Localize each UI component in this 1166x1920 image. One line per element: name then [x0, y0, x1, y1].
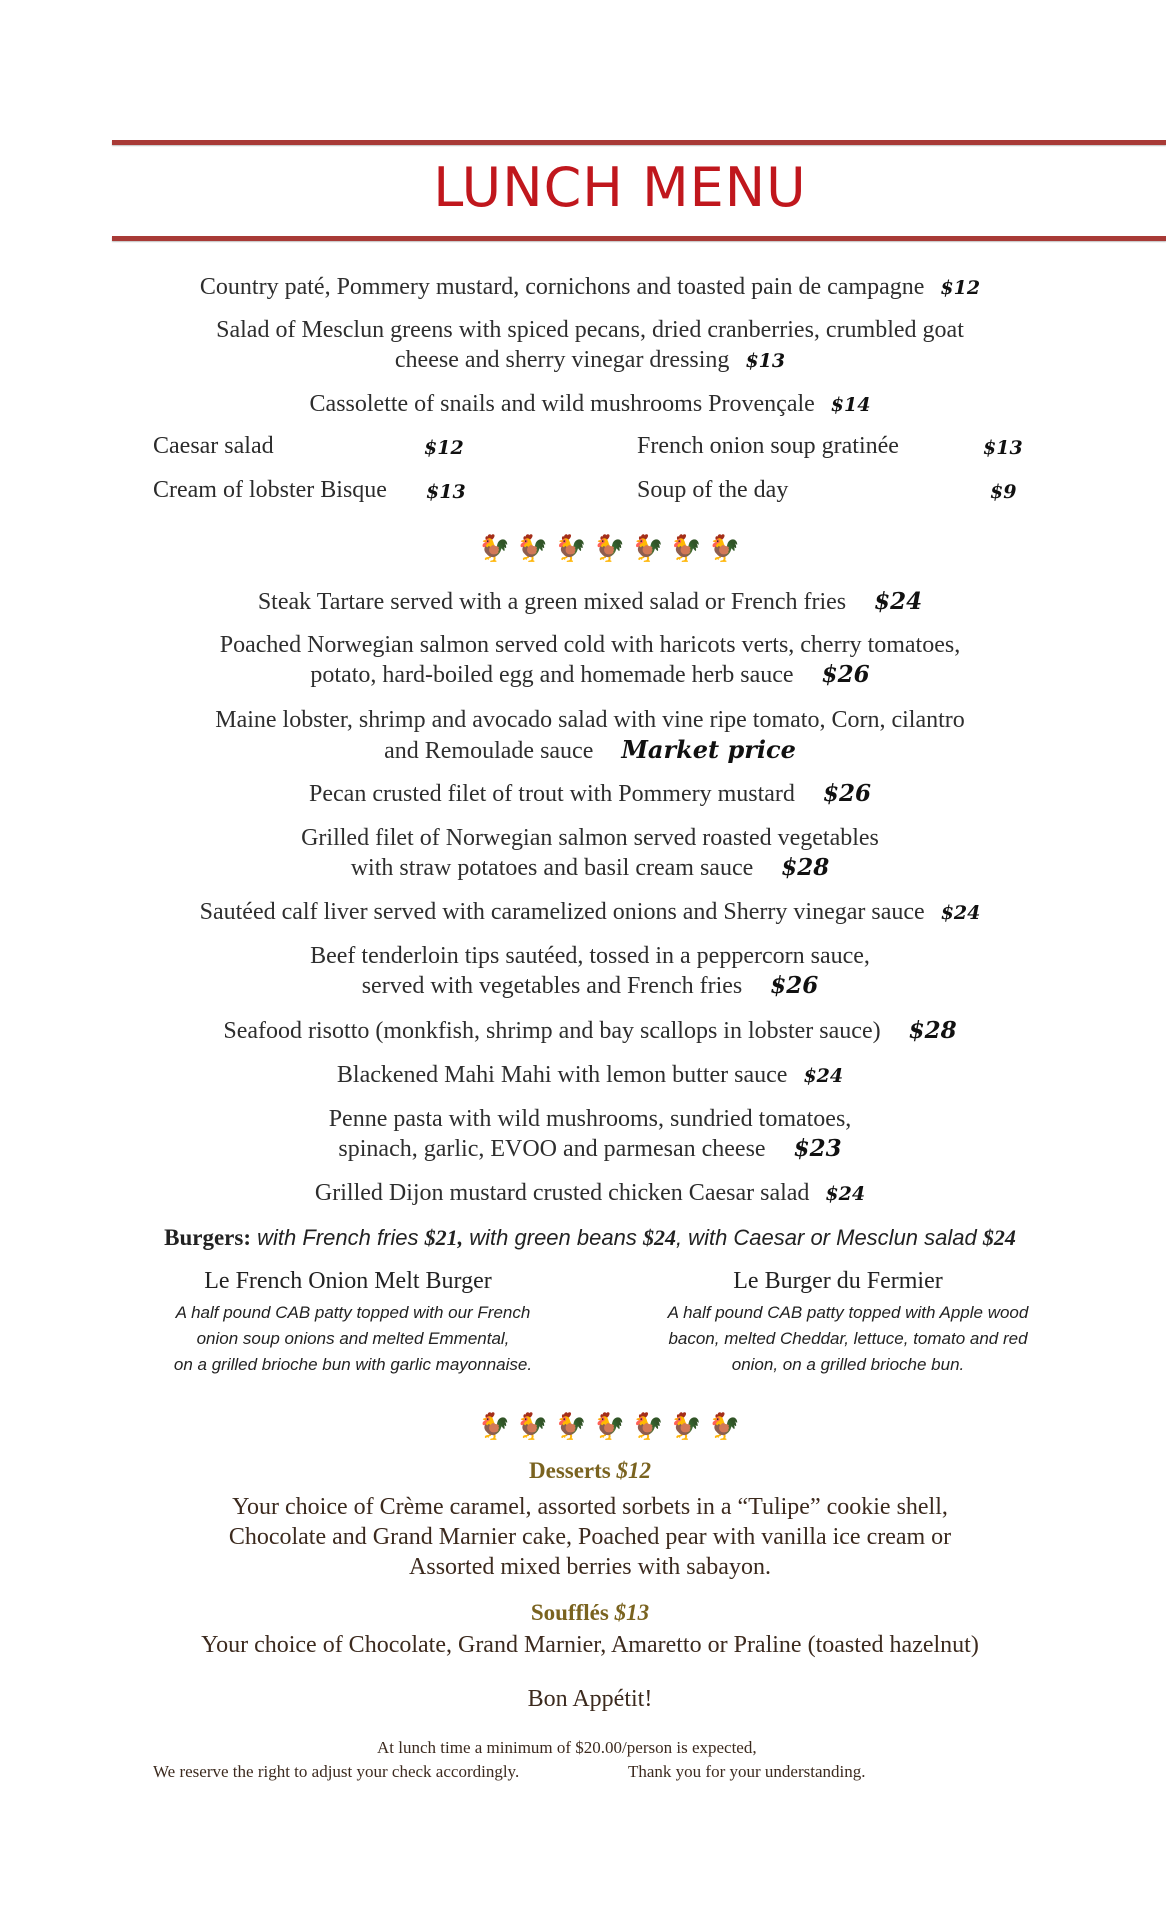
starter-item-line1: Salad of Mesclun greens with spiced pecans, dried cranberries, crumbled goat — [216, 317, 964, 343]
burger-description: A half pound CAB patty topped with Apple wood bacon, melted Cheddar, lettuce, tomato and red onion, on a grilled brioche bun. — [667, 1303, 1029, 1374]
footer-line1: At lunch time a minimum of $20.00/person is expected, — [377, 1738, 757, 1757]
footer-line2b: Thank you for your understanding. — [628, 1762, 866, 1781]
grid-item-name: Soup of the day — [637, 477, 789, 503]
grid-item-price: $12 — [424, 437, 464, 459]
main-item: Pecan crusted filet of trout with Pommery mustard $26 — [309, 780, 871, 807]
main-item-line2: potato, hard-boiled egg and homemade herb sauce $26 — [310, 661, 870, 688]
burger-name: Le French Onion Melt Burger — [204, 1268, 492, 1294]
main-item-line1: Poached Norwegian salmon served cold with haricots verts, cherry tomatoes, — [219, 632, 961, 658]
bottom-rule — [112, 236, 1166, 241]
desserts-line: Assorted mixed berries with sabayon. — [409, 1554, 771, 1580]
main-item-line1: Maine lobster, shrimp and avocado salad with vine ripe tomato, Corn, cilantro — [215, 707, 965, 733]
burgers-options: Burgers: with French fries $21, with green beans $24, with Caesar or Mesclun salad $24 — [164, 1225, 1016, 1250]
main-item-line1: Grilled filet of Norwegian salmon served roasted vegetables — [301, 825, 879, 851]
desserts-line: Chocolate and Grand Marnier cake, Poached pear with vanilla ice cream or — [228, 1524, 952, 1550]
main-item: Sautéed calf liver served with caramelized onions and Sherry vinegar sauce $24 — [199, 899, 981, 925]
main-item: Steak Tartare served with a green mixed salad or French fries $24 — [257, 588, 923, 615]
souffles-heading: Soufflés $13 — [530, 1600, 650, 1625]
souffles-line: Your choice of Chocolate, Grand Marnier, Amaretto or Praline (toasted hazelnut) — [201, 1632, 979, 1658]
desserts-line: Your choice of Crème caramel, assorted sorbets in a “Tulipe” cookie shell, — [232, 1494, 948, 1520]
rooster-divider-icon: 🐓🐓🐓🐓🐓🐓🐓 — [478, 534, 747, 564]
main-item: Grilled Dijon mustard crusted chicken Caesar salad $24 — [314, 1180, 866, 1206]
closing-text: Bon Appétit! — [527, 1686, 653, 1712]
desserts-heading: Desserts $12 — [529, 1458, 651, 1483]
main-item-line2: spinach, garlic, EVOO and parmesan cheese $23 — [338, 1135, 842, 1162]
top-rule — [112, 140, 1166, 145]
grid-item-price: $13 — [426, 481, 466, 503]
grid-item-price: $9 — [990, 481, 1017, 503]
grid-item-name: Caesar salad — [153, 433, 274, 459]
main-item-line1: Penne pasta with wild mushrooms, sundried tomatoes, — [328, 1106, 852, 1132]
grid-item-price: $13 — [983, 437, 1023, 459]
menu-title: LUNCH MENU — [433, 156, 807, 219]
main-item-line2: served with vegetables and French fries $26 — [361, 972, 819, 999]
starter-item-line2: cheese and sherry vinegar dressing $13 — [394, 347, 786, 373]
starter-item: Country paté, Pommery mustard, cornichons and toasted pain de campagne $12 — [199, 274, 981, 300]
burger-description: A half pound CAB patty topped with our French onion soup onions and melted Emmental, on a grilled brioche bun with garlic mayonnaise. — [173, 1303, 533, 1374]
footer-line2a: We reserve the right to adjust your check accordingly. — [153, 1762, 520, 1781]
rooster-divider-icon: 🐓🐓🐓🐓🐓🐓🐓 — [478, 1412, 747, 1442]
grid-item-name: French onion soup gratinée — [637, 433, 899, 459]
main-item-line1: Beef tenderloin tips sautéed, tossed in a peppercorn sauce, — [310, 943, 870, 969]
burger-name: Le Burger du Fermier — [733, 1268, 943, 1294]
main-item: Seafood risotto (monkfish, shrimp and bay scallops in lobster sauce) $28 — [223, 1017, 957, 1044]
main-item-line2: with straw potatoes and basil cream sauce $28 — [350, 854, 830, 881]
grid-item-name: Cream of lobster Bisque — [153, 477, 387, 503]
main-item: Blackened Mahi Mahi with lemon butter sauce $24 — [336, 1062, 844, 1088]
starter-item: Cassolette of snails and wild mushrooms Provençale $14 — [309, 391, 871, 417]
main-item-line2: and Remoulade sauce Market price — [384, 735, 796, 764]
